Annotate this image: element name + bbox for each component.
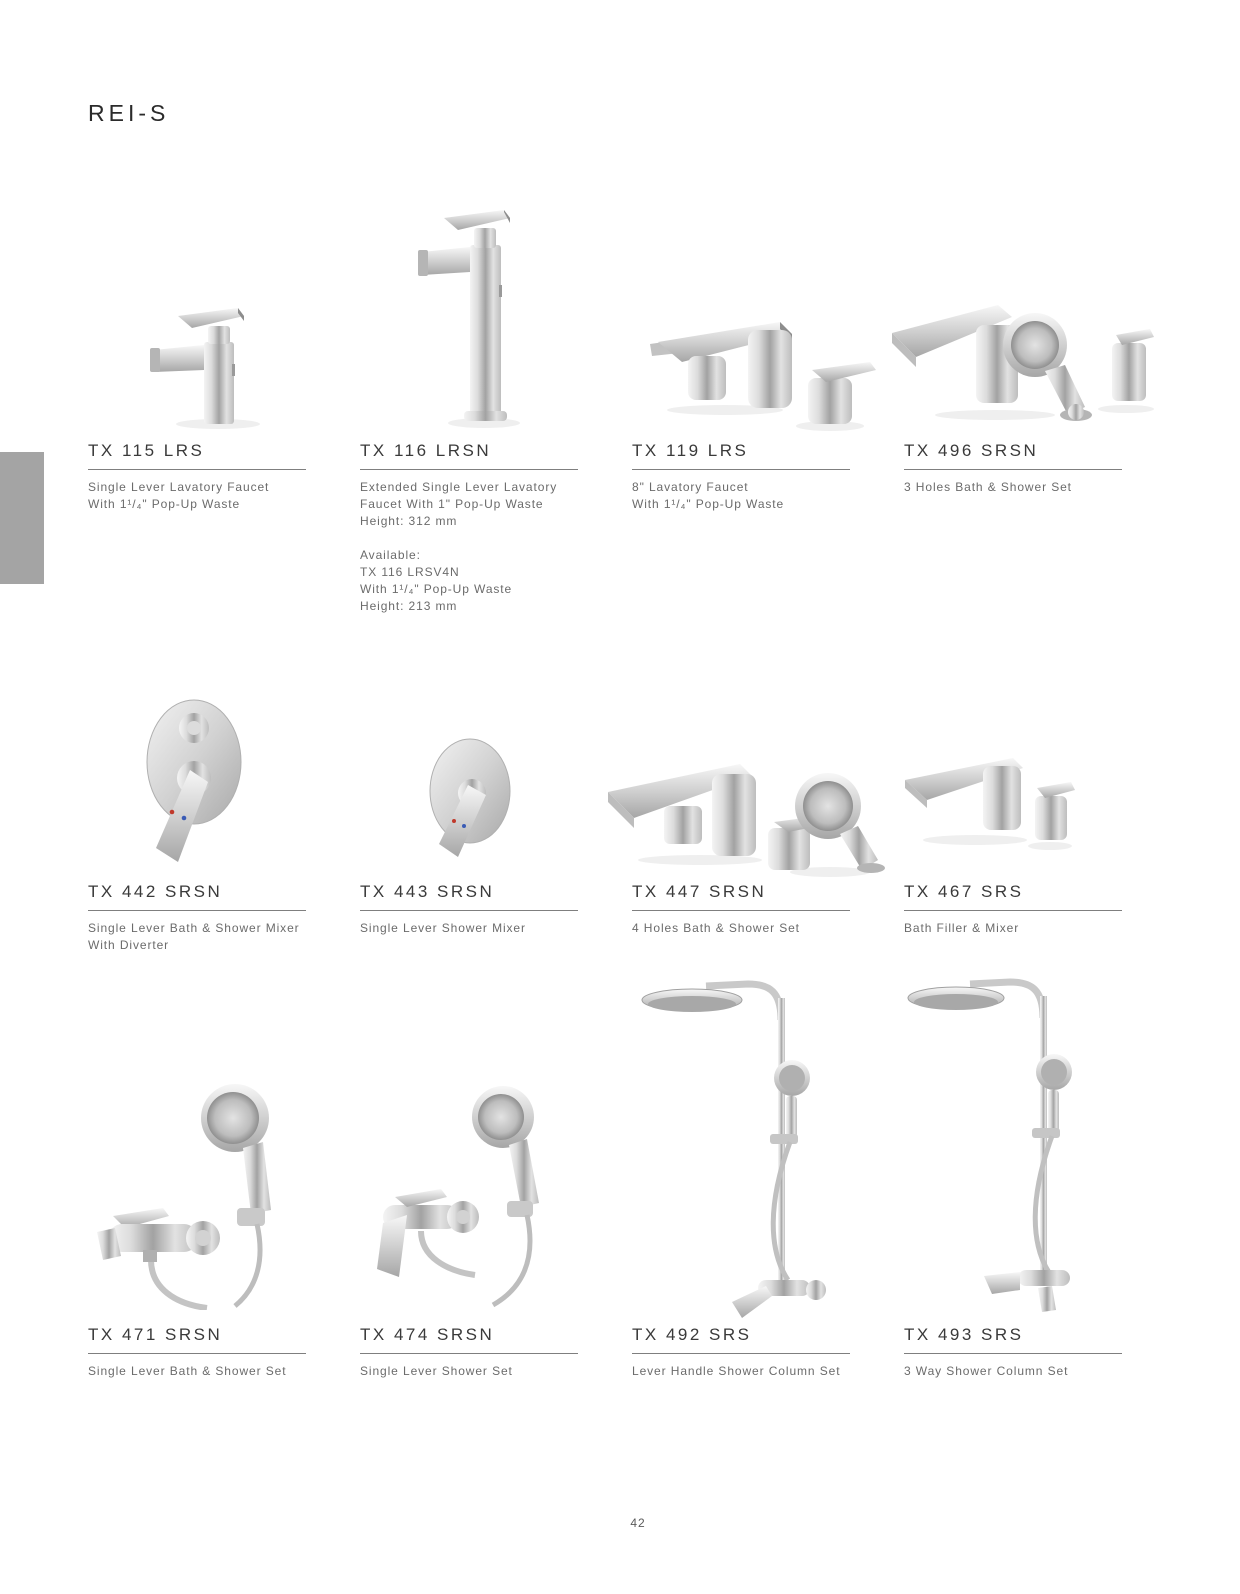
product-description: 3 Way Shower Column Set bbox=[904, 1364, 1069, 1378]
product-image-tx-116-lrsn bbox=[400, 190, 540, 435]
section-side-tab bbox=[0, 452, 44, 584]
product-info-tx-493-srs bbox=[904, 1325, 1128, 1380]
product-model: TX 443 SRSN bbox=[360, 882, 495, 901]
product-description: Bath Filler & Mixer bbox=[904, 921, 1020, 935]
product-description: Single Lever Bath & Shower Set bbox=[88, 1364, 287, 1378]
product-info-tx-471-srsn bbox=[88, 1325, 312, 1380]
product-description: 3 Holes Bath & Shower Set bbox=[904, 480, 1072, 494]
product-info-tx-447-srsn bbox=[632, 882, 856, 937]
divider bbox=[360, 910, 578, 911]
product-model: TX 471 SRSN bbox=[88, 1325, 223, 1344]
product-image-tx-443-srsn bbox=[418, 735, 523, 865]
product-description: Single Lever Shower Set bbox=[360, 1364, 513, 1378]
product-info-tx-474-srsn bbox=[360, 1325, 584, 1380]
product-model: TX 116 LRSN bbox=[360, 441, 492, 460]
divider bbox=[904, 1353, 1122, 1354]
product-info-tx-119-lrs bbox=[632, 441, 856, 513]
product-model: TX 467 SRS bbox=[904, 882, 1024, 901]
product-image-tx-447-srsn bbox=[590, 740, 890, 880]
product-info-tx-496-srsn bbox=[904, 441, 1128, 496]
product-description: Lever Handle Shower Column Set bbox=[632, 1364, 841, 1378]
product-model: TX 474 SRSN bbox=[360, 1325, 495, 1344]
product-image-tx-467-srs bbox=[895, 740, 1075, 860]
product-description: Single Lever Shower Mixer bbox=[360, 921, 526, 935]
series-title: REI-S bbox=[88, 100, 170, 126]
divider bbox=[632, 469, 850, 470]
product-description: Single Lever Lavatory Faucet With 1¹/₄" Pop-Up Waste bbox=[88, 480, 270, 511]
product-model: TX 493 SRS bbox=[904, 1325, 1024, 1344]
product-model: TX 447 SRSN bbox=[632, 882, 767, 901]
divider bbox=[632, 910, 850, 911]
divider bbox=[360, 1353, 578, 1354]
product-model: TX 496 SRSN bbox=[904, 441, 1039, 460]
product-info-tx-467-srs bbox=[904, 882, 1128, 937]
divider bbox=[360, 469, 578, 470]
product-model: TX 119 LRS bbox=[632, 441, 749, 460]
product-info-tx-443-srsn bbox=[360, 882, 584, 937]
divider bbox=[632, 1353, 850, 1354]
product-image-tx-474-srsn bbox=[355, 1065, 565, 1310]
product-info-tx-492-srs bbox=[632, 1325, 856, 1380]
product-image-tx-492-srs bbox=[620, 950, 840, 1320]
product-image-tx-115-lrs bbox=[140, 290, 290, 435]
divider bbox=[904, 910, 1122, 911]
divider bbox=[88, 1353, 306, 1354]
product-image-tx-442-srsn bbox=[130, 690, 255, 870]
product-image-tx-119-lrs bbox=[630, 300, 880, 435]
product-model: TX 442 SRSN bbox=[88, 882, 223, 901]
divider bbox=[88, 910, 306, 911]
divider bbox=[88, 469, 306, 470]
divider bbox=[904, 469, 1122, 470]
product-description: Extended Single Lever Lavatory Faucet With 1" Pop-Up Waste Height: 312 mm Available: TX 116 LRSV4N With 1¹/₄" Pop-Up Waste Height: 213 mm bbox=[360, 480, 558, 613]
product-image-tx-496-srsn bbox=[880, 285, 1160, 435]
page-number: 42 bbox=[630, 1516, 646, 1530]
product-description: 8" Lavatory Faucet With 1¹/₄" Pop-Up Waste bbox=[632, 480, 785, 511]
product-image-tx-493-srs bbox=[890, 950, 1100, 1315]
product-model: TX 115 LRS bbox=[88, 441, 205, 460]
product-model: TX 492 SRS bbox=[632, 1325, 752, 1344]
product-image-tx-471-srsn bbox=[85, 1060, 295, 1310]
product-info-tx-116-lrsn bbox=[360, 441, 584, 615]
product-description: 4 Holes Bath & Shower Set bbox=[632, 921, 800, 935]
product-info-tx-115-lrs bbox=[88, 441, 312, 513]
product-description: Single Lever Bath & Shower Mixer With Diverter bbox=[88, 921, 300, 952]
product-info-tx-442-srsn bbox=[88, 882, 312, 954]
